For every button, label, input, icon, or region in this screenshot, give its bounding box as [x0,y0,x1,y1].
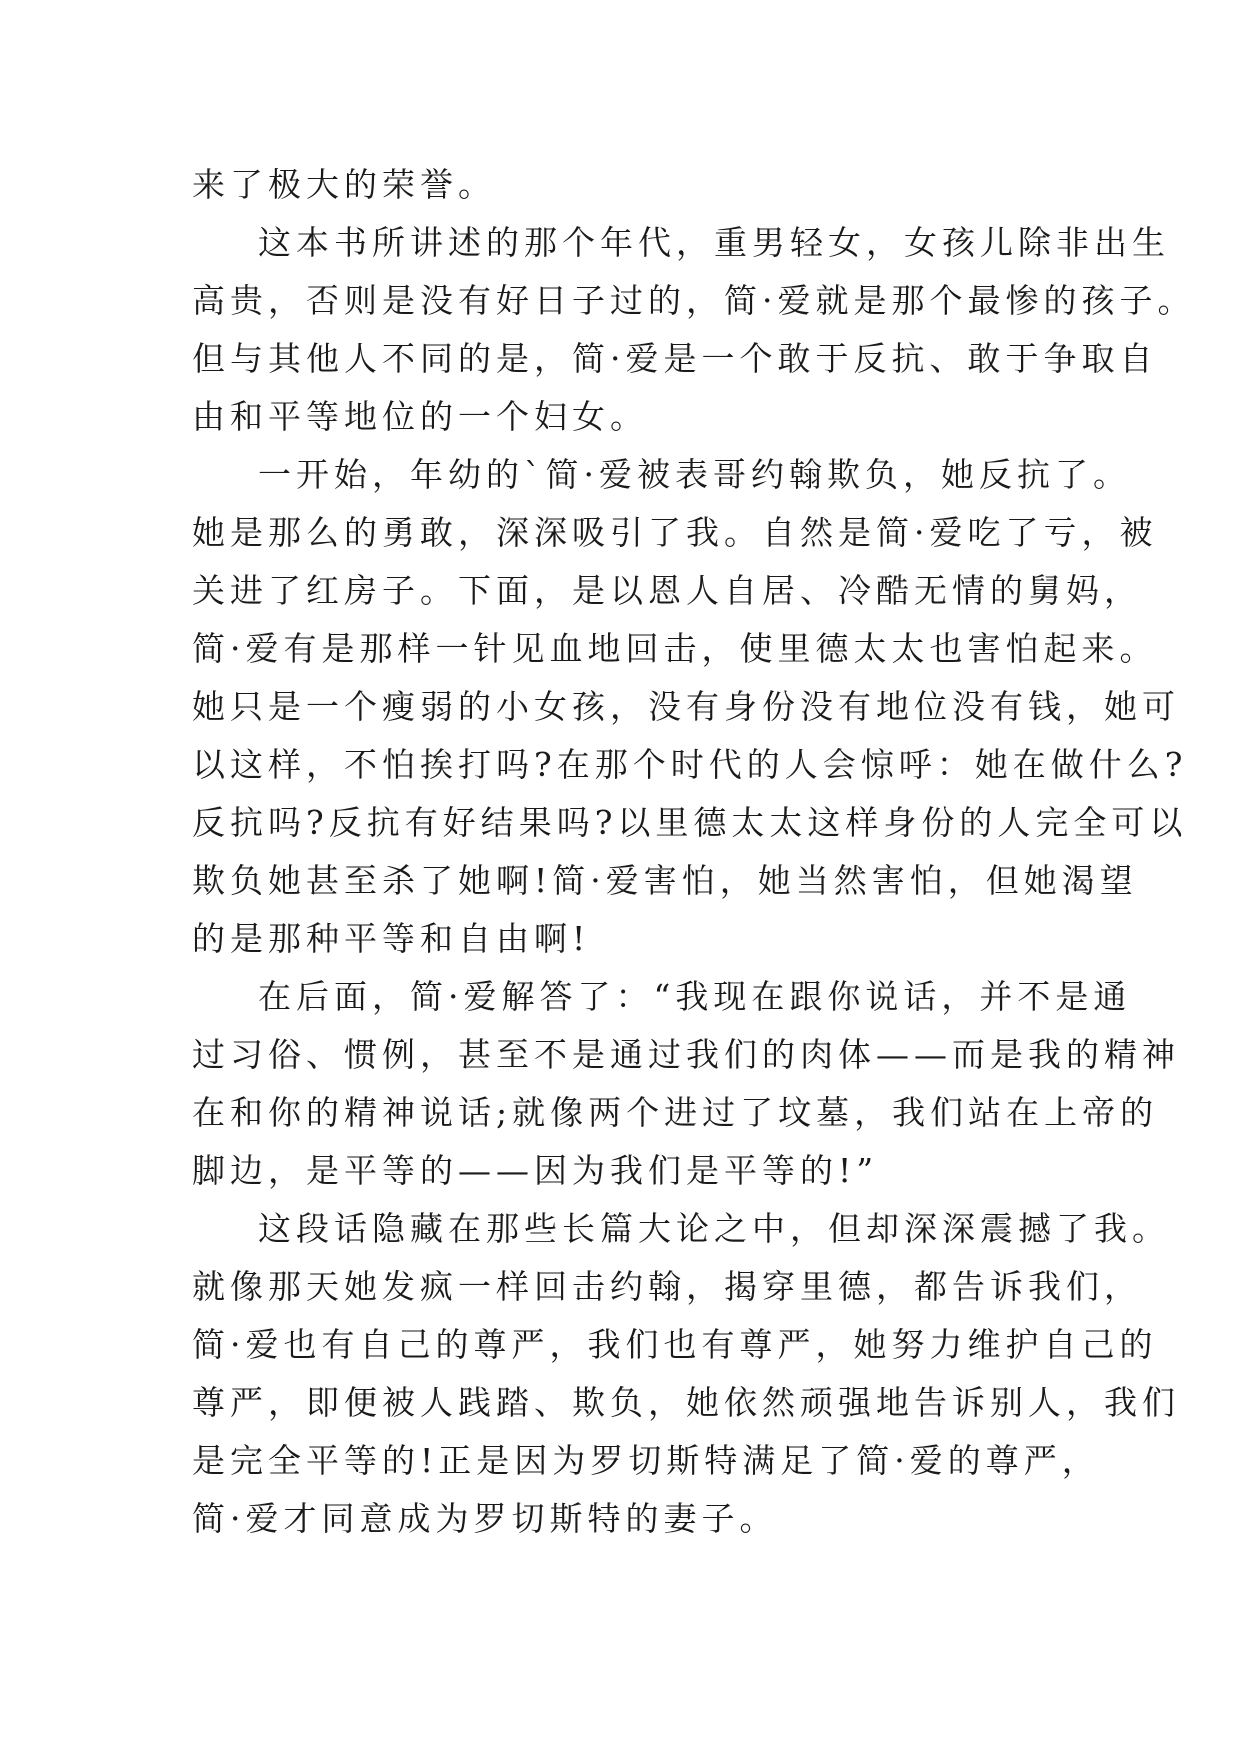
text-line: 脚边，是平等的——因为我们是平等的!” [192,1151,879,1190]
paragraph-start-line: 这本书所讲述的那个年代，重男轻女，女孩儿除非出生 [258,223,1170,262]
text-line: 是完全平等的!正是因为罗切斯特满足了简·爱的尊严， [192,1441,1100,1480]
text-line: 就像那天她发疯一样回击约翰，揭穿里德，都告诉我们， [192,1267,1142,1306]
text-line: 以这样，不怕挨打吗?在那个时代的人会惊呼：她在做什么? [192,745,1188,784]
text-line: 简·爱也有自己的尊严，我们也有尊严，她努力维护自己的 [192,1325,1158,1364]
text-line: 她只是一个瘦弱的小女孩，没有身份没有地位没有钱，她可 [192,687,1180,726]
text-line: 关进了红房子。下面，是以恩人自居、冷酷无情的舅妈， [192,571,1142,610]
text-line: 高贵，否则是没有好日子过的，简·爱就是那个最惨的孩子。 [192,281,1196,320]
text-line: 简·爱才同意成为罗切斯特的妻子。 [192,1499,778,1538]
paragraph-start-line: 在后面，简·爱解答了：“我现在跟你说话，并不是通 [258,977,1132,1016]
paragraph-start-line: 这段话隐藏在那些长篇大论之中，但却深深震撼了我。 [258,1209,1170,1248]
text-line: 但与其他人不同的是，简·爱是一个敢于反抗、敢于争取自 [192,339,1158,378]
text-line: 反抗吗?反抗有好结果吗?以里德太太这样身份的人完全可以 [192,803,1188,842]
text-line: 欺负她甚至杀了她啊!简·爱害怕，她当然害怕，但她渴望 [192,861,1138,900]
text-line: 由和平等地位的一个妇女。 [192,397,648,436]
text-line: 在和你的精神说话;就像两个进过了坟墓，我们站在上帝的 [192,1093,1159,1132]
text-line: 简·爱有是那样一针见血地回击，使里德太太也害怕起来。 [192,629,1158,668]
text-line: 来了极大的荣誉。 [192,165,496,204]
paragraph-start-line: 一开始，年幼的`简·爱被表哥约翰欺负，她反抗了。 [258,455,1131,494]
text-line: 她是那么的勇敢，深深吸引了我。自然是简·爱吃了亏，被 [192,513,1158,552]
text-line: 的是那种平等和自由啊! [192,919,591,958]
text-line: 过习俗、惯例，甚至不是通过我们的肉体——而是我的精神 [192,1035,1180,1074]
text-line: 尊严，即便被人践踏、欺负，她依然顽强地告诉别人，我们 [192,1383,1180,1422]
